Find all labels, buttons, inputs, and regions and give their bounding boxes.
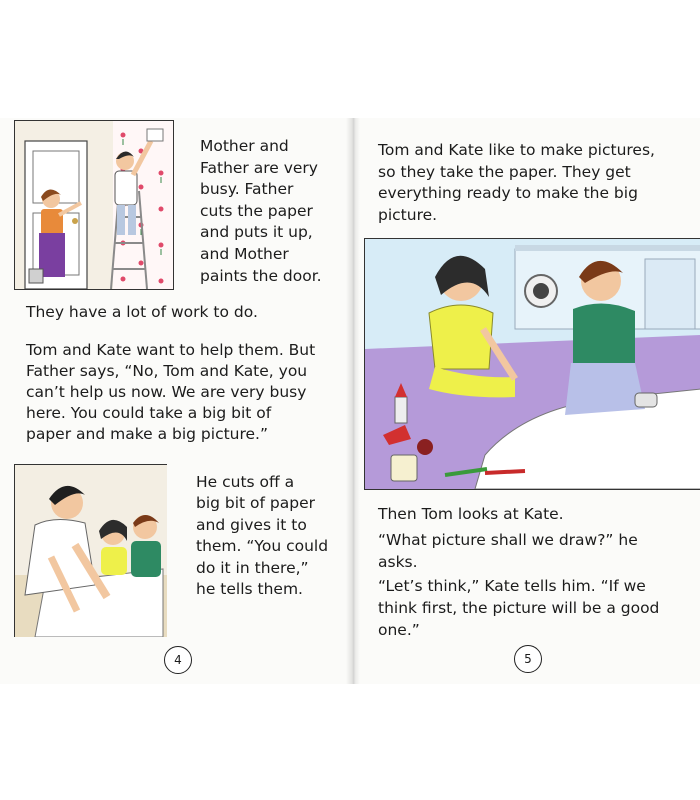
left-para3-line: can’t help us now. We are very busy: [26, 383, 307, 401]
right-para2: Then Tom looks at Kate.: [378, 505, 564, 523]
left-para3-line: Father says, “No, Tom and Kate, you: [26, 362, 308, 380]
book-gutter-shadow: [346, 118, 360, 684]
page-number-left: 4: [164, 646, 192, 674]
left-para3-line: paper and make a big picture.”: [26, 425, 269, 443]
right-para4-line: “Let’s think,” Kate tells him. “If we: [378, 577, 646, 595]
right-para1-line: everything ready to make the big: [378, 184, 638, 202]
left-para1-line: Mother and: [200, 137, 289, 155]
left-para1-line: and Mother: [200, 245, 289, 263]
left-para4-line: them. “You could: [196, 537, 329, 555]
left-para4-line: he tells them.: [196, 580, 303, 598]
left-para1-line: paints the door.: [200, 267, 322, 285]
father-children-illustration: [14, 464, 167, 637]
right-para3-line: asks.: [378, 553, 418, 571]
right-para1-line: Tom and Kate like to make pictures,: [378, 141, 655, 159]
left-para1-line: cuts the paper: [200, 202, 313, 220]
right-para1-line: so they take the paper. They get: [378, 163, 631, 181]
left-para4-line: He cuts off a: [196, 473, 295, 491]
children-floor-art: [365, 239, 700, 489]
left-para4-line: big bit of paper: [196, 494, 316, 512]
left-para2: They have a lot of work to do.: [26, 303, 258, 321]
wallpapering-illustration: [14, 120, 174, 290]
left-para3-line: here. You could take a big bit of: [26, 404, 272, 422]
children-floor-illustration: [364, 238, 700, 490]
father-children-art: [15, 465, 167, 637]
left-para4-line: do it in there,”: [196, 559, 309, 577]
left-para1-line: and puts it up,: [200, 223, 313, 241]
right-para3-line: “What picture shall we draw?” he: [378, 531, 638, 549]
wallpapering-art: [15, 121, 173, 289]
left-para1-line: Father are very: [200, 159, 318, 177]
right-para4-line: one.”: [378, 621, 420, 639]
right-para4-line: think first, the picture will be a good: [378, 599, 660, 617]
left-para1-line: busy. Father: [200, 180, 294, 198]
left-para3-line: Tom and Kate want to help them. But: [26, 341, 316, 359]
left-page: [0, 118, 352, 684]
right-para1-line: picture.: [378, 206, 438, 224]
left-para4-line: and gives it to: [196, 516, 307, 534]
page-number-right: 5: [514, 645, 542, 673]
right-page: [352, 118, 700, 684]
open-book-spread: [0, 118, 700, 684]
